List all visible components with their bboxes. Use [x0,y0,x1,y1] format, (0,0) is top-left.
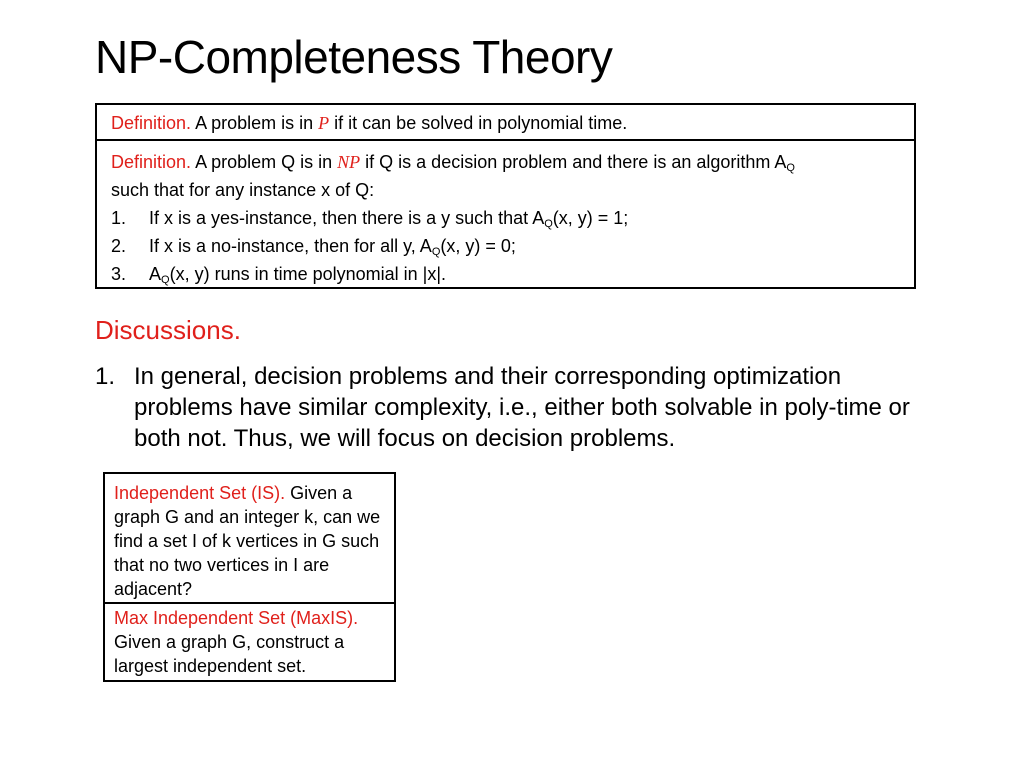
condition-number: 1. [111,208,127,228]
condition-text: $A_Q(x$, y) runs in time polynomial in |x|. [149,264,447,286]
slide-title: NP-Completeness Theory [95,31,613,83]
problem-maxis-text: Given a graph G, construct a largest independent set. [114,632,345,676]
definitions-box [95,103,916,289]
definition-p-text-after: if it can be solved in polynomial time. [334,113,628,133]
discussion-number: 1. [95,363,116,390]
class-p-symbol: P [318,113,330,133]
condition-item [111,232,900,260]
condition-text: If x is a yes-instance, then there is a y such that $A_Q(x$, y) = 1; [149,208,629,230]
discussion-text: In general, decision problems and their corresponding optimization problems have similar complexity, i.e., either both solvable in poly-time or both not. Thus, we will focus on decision problems. [134,363,910,452]
discussion-list [95,361,915,454]
definition-np-label: Definition. [111,152,192,172]
definition-p-text-before: A problem is in [195,113,314,133]
definition-np [97,141,914,287]
definition-p-label: Definition. [111,113,192,133]
condition-number: 3. [111,264,127,284]
discussions-heading: Discussions. [95,315,241,345]
problems-box [103,472,396,682]
condition-text: If x is a no-instance, then for all y, $A_Q(x$, y) = 0; [149,236,516,258]
class-np-symbol: NP [337,152,361,172]
problem-maxis-label: Max Independent Set (MaxIS). [114,608,359,628]
definition-np-line2: such that for any instance x of Q: [111,180,375,200]
problem-is-label: Independent Set (IS). [114,483,286,503]
condition-item [111,204,900,232]
algorithm-subscript: Q [786,162,795,174]
definition-p [97,105,914,141]
problem-is-text: Given a graph G and an integer k, can we find a set I of k vertices in G such that no two vertices in I are adjacent? [114,483,381,599]
problem-max-independent-set [105,604,394,680]
definition-np-text-after: if Q is a decision problem and there is an algorithm A [365,152,787,172]
definition-np-line1 [111,148,900,176]
condition-item [111,260,900,288]
discussion-item [95,361,915,454]
problem-independent-set [105,474,394,604]
definition-np-text-before: A problem Q is in [195,152,333,172]
condition-number: 2. [111,236,127,256]
